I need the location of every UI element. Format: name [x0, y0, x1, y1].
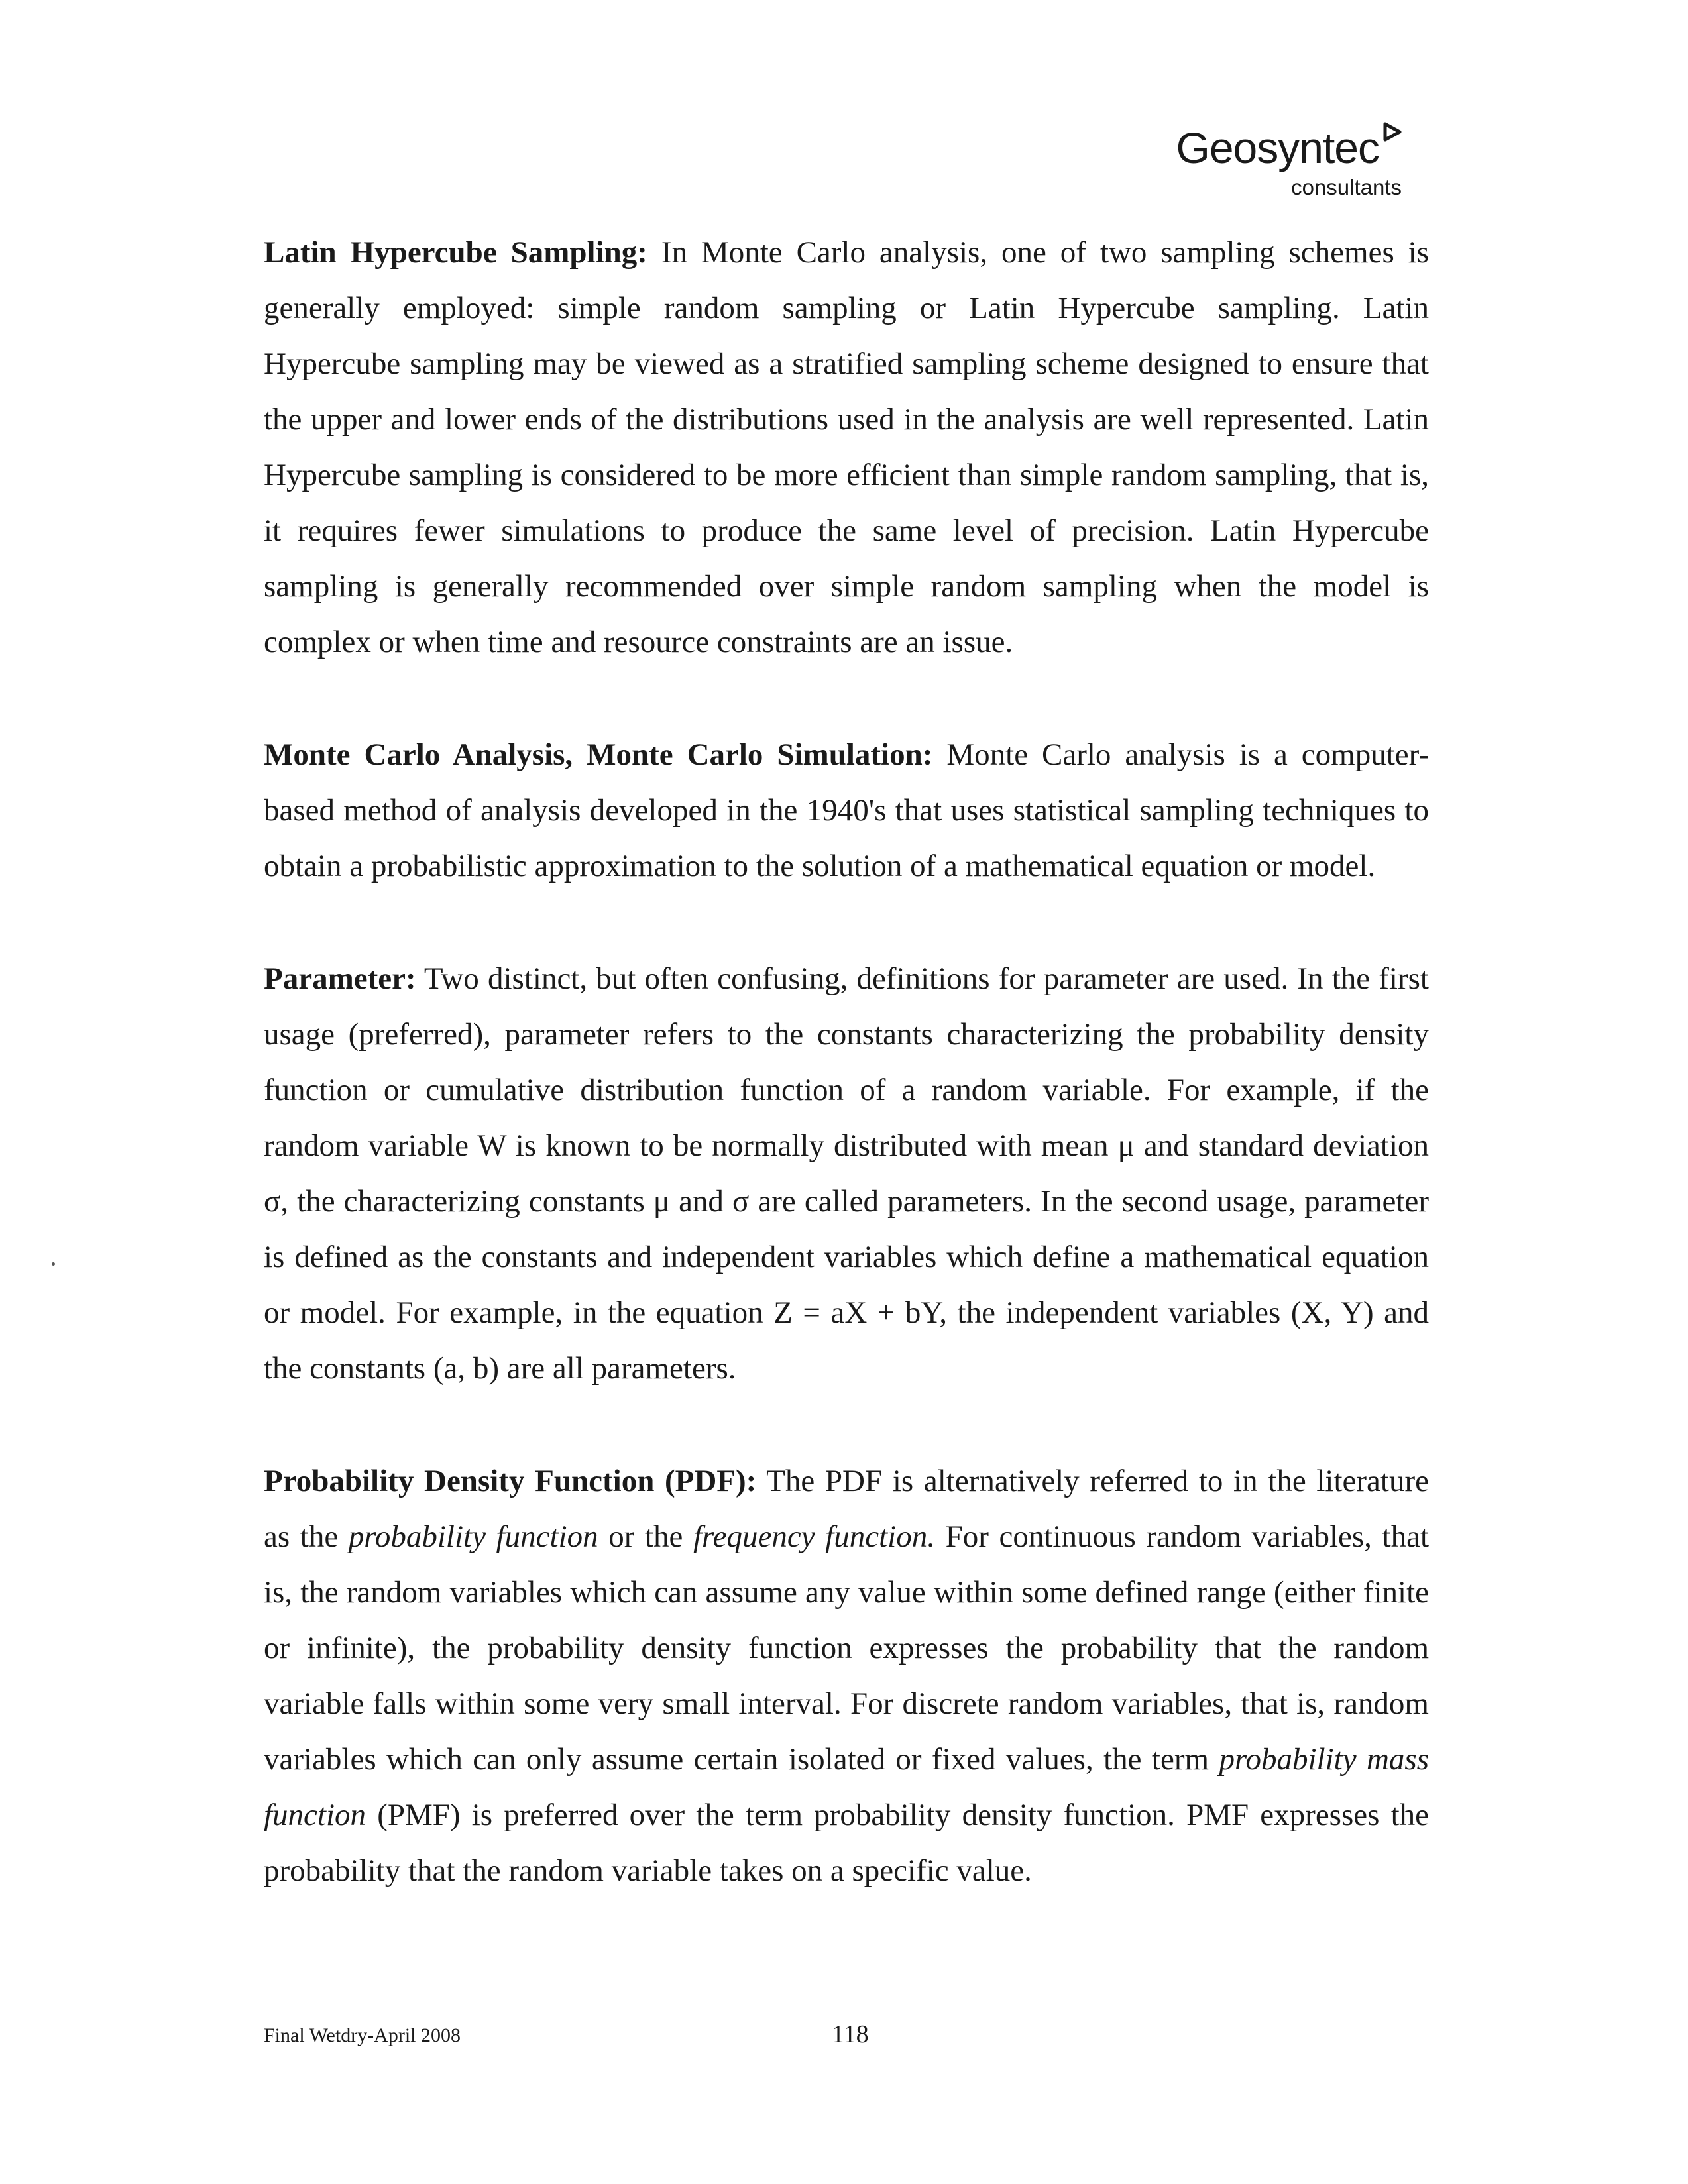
definition-pdf-italic-3: probability mass function [264, 1742, 1429, 1832]
company-logo [1176, 123, 1402, 200]
term-parameter: Parameter: [264, 961, 416, 996]
definition-parameter: Two distinct, but often confusing, definitions for parameter are used. In the first usage (preferred), parameter refers to the constants characterizing the probability density function or cumulative distribution function of a random variable. For example, if the random variable W is known to be normally distributed with mean μ and standard deviation σ, the characterizing constants μ and σ are called parameters. In the second usage, parameter is defined as the constants and independent variables which define a mathematical equation or model. For example, in the equation Z = aX + bY, the independent variables (X, Y) and the constants (a, b) are all parameters. [264, 961, 1429, 1386]
definition-pdf-part-1: The PDF is alternatively referred to in the literature as the [264, 1464, 1429, 1554]
definition-pdf-part-4: (PMF) is preferred over the term probability density function. PMF expresses the probability that the random variable takes on a specific value. [264, 1798, 1429, 1888]
glossary-entry-parameter [264, 951, 1429, 1396]
term-pdf: Probability Density Function (PDF): [264, 1464, 757, 1498]
glossary-entry-monte-carlo [264, 727, 1429, 894]
definition-pdf-italic-1: probability function [348, 1519, 598, 1554]
glossary-entry-latin-hypercube [264, 225, 1429, 670]
definition-pdf-part-3: For continuous random variables, that is, the random variables which can assume any value within some defined range (either finite or infinite), the probability density function expresses the probability that the random variable falls within some very small interval. For discrete random variables, that is, random variables which can only assume certain isolated or fixed values, the term [264, 1519, 1429, 1776]
logo-name-text: Geosyntec [1176, 123, 1379, 172]
footer-document-label: Final Wetdry-April 2008 [264, 2024, 461, 2046]
definition-pdf-part-2: or the [598, 1519, 693, 1554]
scan-speck [52, 1262, 55, 1266]
term-monte-carlo: Monte Carlo Analysis, Monte Carlo Simulation: [264, 737, 933, 772]
definition-latin-hypercube: In Monte Carlo analysis, one of two sampling schemes is generally employed: simple random sampling or Latin Hypercube sampling. Latin Hypercube sampling may be viewed as a stratified sampling scheme designed to ensure that the upper and lower ends of the distributions used in the analysis are well represented. Latin Hypercube sampling is considered to be more efficient than simple random sampling, that is, it requires fewer simulations to produce the same level of precision. Latin Hypercube sampling is generally recommended over simple random sampling when the model is complex or when time and resource constraints are an issue. [264, 235, 1430, 659]
definition-monte-carlo: Monte Carlo analysis is a computer-based method of analysis developed in the 1940's that uses statistical sampling techniques to obtain a probabilistic approximation to the solution of a mathematical equation or model. [264, 737, 1429, 883]
logo-name [1176, 123, 1402, 172]
page-number: 118 [832, 2020, 869, 2048]
triangle-outline-icon [1382, 122, 1402, 142]
definition-pdf-italic-2: frequency function. [693, 1519, 935, 1554]
glossary-entry-pdf [264, 1453, 1429, 1898]
glossary-body [264, 225, 1429, 1955]
term-latin-hypercube: Latin Hypercube Sampling: [264, 235, 647, 270]
logo-subtitle: consultants [1291, 175, 1402, 199]
